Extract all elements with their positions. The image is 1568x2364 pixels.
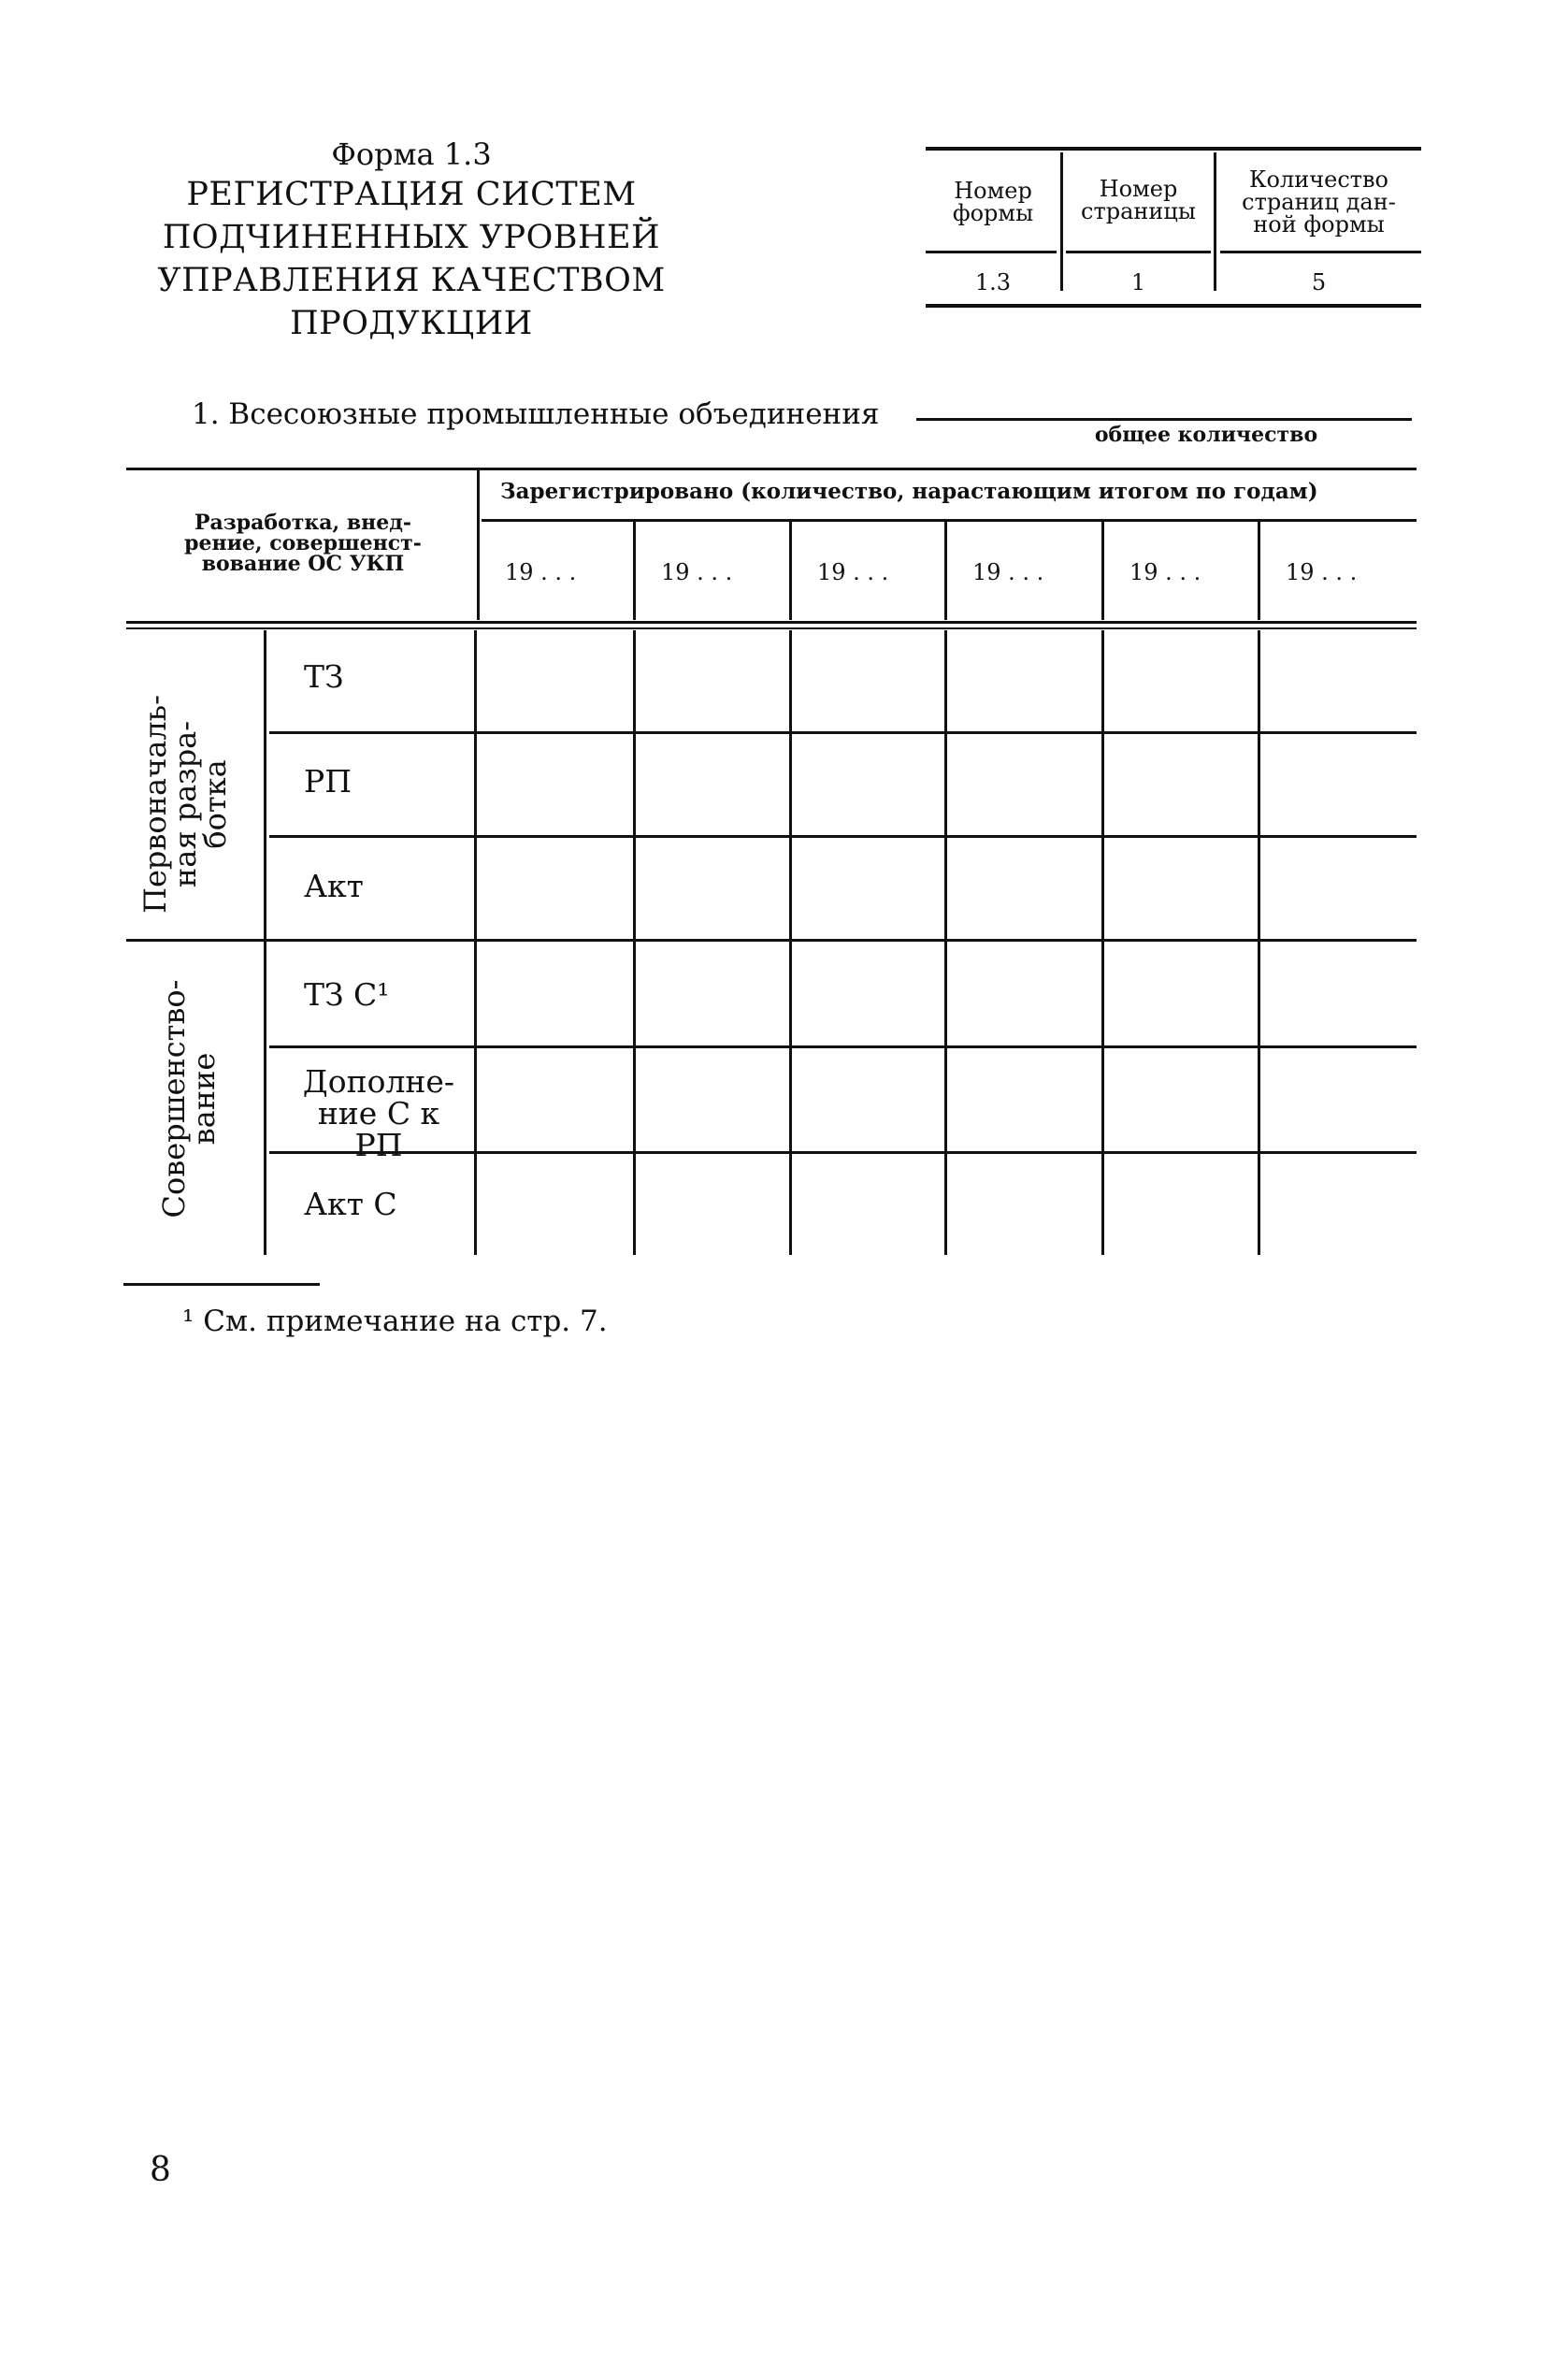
meta-bottom-rule bbox=[926, 304, 1421, 308]
meta-header-line: формы bbox=[952, 200, 1034, 226]
row-label-tz-s: ТЗ С¹ bbox=[304, 976, 390, 1013]
meta-mid-rule-2 bbox=[1066, 251, 1211, 253]
body-divider-year-1 bbox=[633, 630, 636, 1255]
meta-mid-rule-1 bbox=[926, 251, 1057, 253]
group-label-initial bbox=[137, 650, 252, 959]
group-label-line: ботка bbox=[197, 759, 233, 849]
meta-header-line: страницы bbox=[1081, 198, 1196, 224]
title-line-4: ПРОДУКЦИИ bbox=[290, 305, 533, 342]
corner-header-line: рение, совершенст- bbox=[184, 531, 422, 555]
row-rule bbox=[269, 731, 1417, 734]
row-label-line: Дополне- bbox=[302, 1063, 455, 1100]
corner-header bbox=[126, 512, 480, 574]
body-divider-year-5 bbox=[1258, 630, 1260, 1255]
group-label-improvement bbox=[156, 944, 234, 1253]
total-caption: общее количество bbox=[1094, 423, 1318, 447]
footnote-rule bbox=[123, 1283, 320, 1286]
row-label-line: ние С к РП bbox=[317, 1095, 440, 1163]
registered-header-rule bbox=[482, 519, 1417, 522]
total-fill-line bbox=[916, 418, 1412, 421]
section-label: 1. Всесоюзные промышленные объединения bbox=[192, 397, 880, 431]
row-label-akt: Акт bbox=[304, 868, 364, 904]
registered-header: Зарегистрировано (количество, нарастающим итогом по годам) bbox=[500, 479, 1318, 504]
row-rule bbox=[269, 835, 1417, 838]
body-divider-year-3 bbox=[944, 630, 947, 1255]
meta-header-line: страниц дан- bbox=[1242, 189, 1396, 215]
meta-header-page-count bbox=[1216, 168, 1421, 236]
meta-mid-rule-3 bbox=[1220, 251, 1421, 253]
header-bottom-rule-1 bbox=[126, 621, 1417, 624]
meta-value-form-number: 1.3 bbox=[974, 269, 1012, 296]
row-label-rp: РП bbox=[304, 763, 352, 800]
meta-value-page-number: 1 bbox=[1130, 269, 1146, 296]
meta-top-rule bbox=[926, 147, 1421, 151]
row-rule bbox=[269, 1045, 1417, 1048]
page-number: 8 bbox=[150, 2151, 171, 2189]
meta-header-page-number bbox=[1063, 178, 1214, 223]
title-line-1: РЕГИСТРАЦИЯ СИСТЕМ bbox=[186, 176, 637, 213]
year-label: 19 . . . bbox=[972, 559, 1044, 585]
header-divider-year-2 bbox=[789, 522, 792, 620]
year-label: 19 . . . bbox=[505, 559, 577, 585]
header-divider-year-4 bbox=[1101, 522, 1104, 620]
year-label: 19 . . . bbox=[1286, 559, 1358, 585]
table-top-rule bbox=[126, 468, 1417, 470]
group-label-line: Первоначаль- bbox=[137, 695, 173, 914]
year-label: 19 . . . bbox=[661, 559, 733, 585]
title-block bbox=[122, 136, 701, 345]
row-label-tz: ТЗ bbox=[304, 658, 344, 695]
body-divider-label bbox=[474, 630, 477, 1255]
body-divider-year-4 bbox=[1101, 630, 1104, 1255]
group-label-line: вание bbox=[186, 1052, 222, 1146]
form-label: Форма 1.3 bbox=[331, 137, 492, 172]
header-bottom-rule-2 bbox=[126, 627, 1417, 629]
meta-header-line: Номер bbox=[1099, 176, 1178, 202]
header-divider-year-3 bbox=[944, 522, 947, 620]
header-divider-year-5 bbox=[1258, 522, 1260, 620]
row-label-supplement bbox=[290, 1063, 468, 1163]
footnote: ¹ См. примечание на стр. 7. bbox=[182, 1305, 608, 1338]
title-line-2: ПОДЧИНЕННЫХ УРОВНЕЙ bbox=[162, 219, 661, 256]
meta-header-line: ной формы bbox=[1253, 211, 1385, 238]
corner-header-line: Разработка, внед- bbox=[194, 511, 412, 535]
title-line-3: УПРАВЛЕНИЯ КАЧЕСТВОМ bbox=[157, 262, 666, 299]
group-rule bbox=[126, 939, 1417, 942]
group-label-line: Совершенство- bbox=[156, 979, 192, 1218]
group-label-line: ная разра- bbox=[167, 720, 203, 888]
body-divider-group bbox=[264, 630, 266, 1255]
body-divider-year-2 bbox=[789, 630, 792, 1255]
header-divider-corner bbox=[477, 470, 480, 620]
meta-value-page-count: 5 bbox=[1311, 269, 1327, 296]
meta-header-form-number bbox=[926, 180, 1060, 224]
corner-header-line: вование ОС УКП bbox=[201, 552, 405, 576]
header-divider-year-1 bbox=[633, 522, 636, 620]
year-label: 19 . . . bbox=[817, 559, 889, 585]
meta-header-line: Количество bbox=[1248, 166, 1388, 193]
year-label: 19 . . . bbox=[1129, 559, 1201, 585]
meta-header-line: Номер bbox=[954, 178, 1032, 204]
row-label-akt-s: Акт С bbox=[304, 1186, 397, 1222]
